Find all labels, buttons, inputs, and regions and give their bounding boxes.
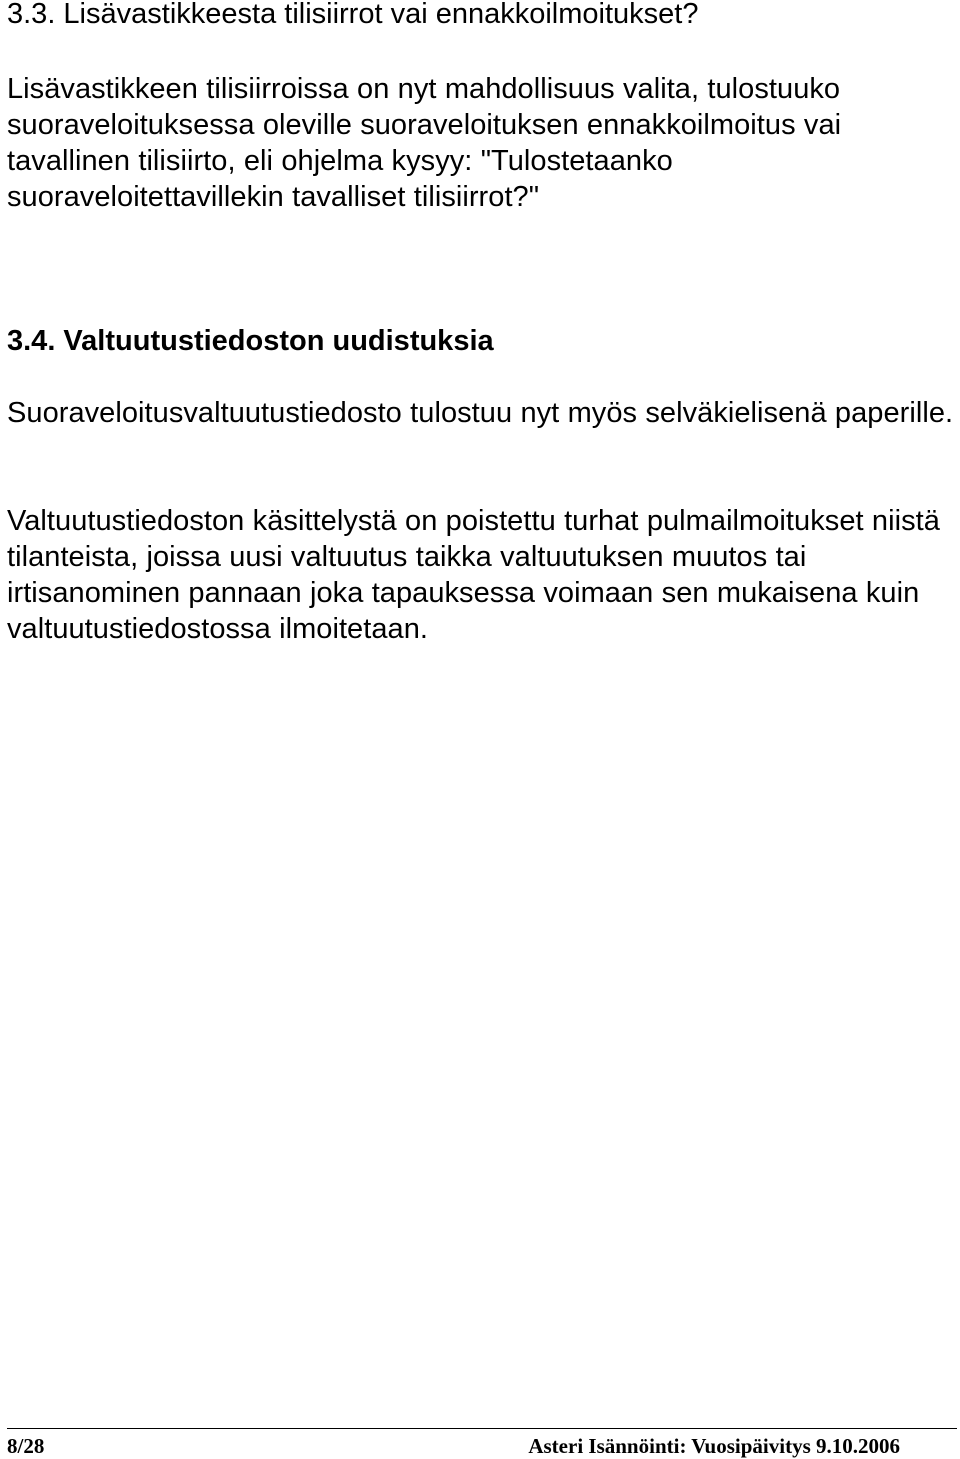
section-heading-3-4: 3.4. Valtuutustiedoston uudistuksia [7,325,494,357]
footer-page-number: 8/28 [7,1434,45,1458]
section-3-3-paragraph: Lisävastikkeen tilisiirroissa on nyt mahdollisuus valita, tulostuuko suoraveloituksessa oleville suoraveloituksen ennakkoilmoitus vai tavallinen tilisiirto, eli ohjelma kysyy: "Tulostetaanko suoraveloitettavillekin tavalliset tilisiirrot?" [7,73,842,213]
section-3-4-paragraph-1: Suoraveloitusvaltuutustiedosto tulostuu nyt myös selväkielisenä paperille. [7,397,954,429]
footer-document-title: Asteri Isännöinti: Vuosipäivitys 9.10.2006 [528,1434,900,1458]
footer-divider [7,1428,957,1429]
section-heading-3-3: 3.3. Lisävastikkeesta tilisiirrot vai ennakkoilmoitukset? [7,0,699,30]
section-3-4-paragraph-2: Valtuutustiedoston käsittelystä on poistettu turhat pulmailmoitukset niistä tilanteista, joissa uusi valtuutus taikka valtuutuksen muutos tai irtisanominen pannaan joka tapauksessa voimaan sen mukaisena kuin valtuutustiedostossa ilmoitetaan. [7,505,940,645]
